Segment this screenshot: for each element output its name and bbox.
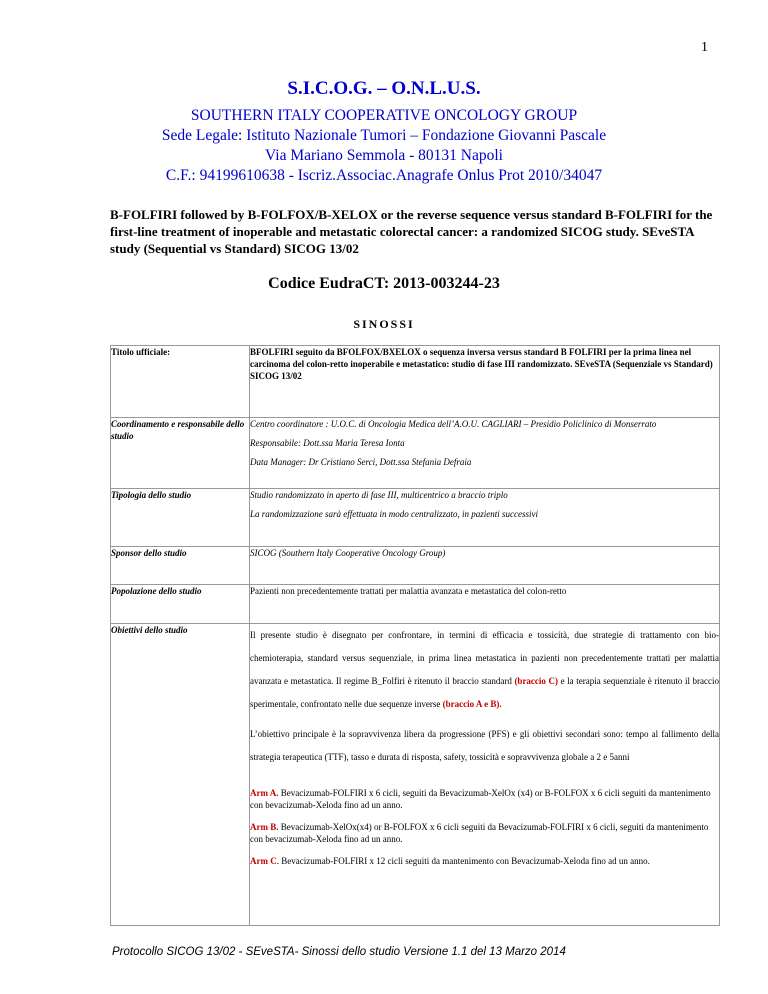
row-label-popolazione: Popolazione dello studio <box>111 585 250 624</box>
row-value-titolo: BFOLFIRI seguito da BFOLFOX/BXELOX o sequenza inversa versus standard B FOLFIRI per la prima linea nel carcinoma del colon-retto inoperabile e metastatico: studio di fase III randomizzato. SEveSTA (Sequenziale vs Standard) SICOG 13/02 <box>250 346 720 418</box>
study-type: Studio randomizzato in aperto di fase III, multicentrico a braccio triplo <box>250 490 508 500</box>
arm-label: Arm B. <box>250 822 279 832</box>
row-label-sponsor: Sponsor dello studio <box>111 547 250 585</box>
section-heading: SINOSSI <box>353 317 415 331</box>
row-value-obiettivi <box>250 624 720 926</box>
arm-c <box>250 855 719 867</box>
row-value-popolazione: Pazienti non precedentemente trattati per malattia avanzata e metastatica del colon-retto <box>250 585 720 624</box>
organization-full-name: SOUTHERN ITALY COOPERATIVE ONCOLOGY GROUP <box>190 107 578 124</box>
study-responsible: Responsabile: Dott.ssa Maria Teresa Ionta <box>250 438 405 448</box>
table-row <box>111 547 720 585</box>
page-number: 1 <box>701 40 708 55</box>
arm-b <box>250 821 719 845</box>
data-manager: Data Manager: Dr Cristiano Serci, Dott.ssa Stefania Defraia <box>250 457 472 467</box>
table-row <box>111 489 720 547</box>
study-title: B-FOLFIRI followed by B-FOLFOX/B-XELOX or the reverse sequence versus standard B-FOLFIRI for the first-line treatment of inoperable and metastatic colorectal cancer: a randomized SICOG study. SEveSTA study (Sequential vs Standard) SICOG 13/02 <box>110 207 713 256</box>
row-label-tipologia: Tipologia dello studio <box>111 489 250 547</box>
eudract-code: Codice EudraCT: 2013-003244-23 <box>268 275 500 292</box>
row-value-tipologia <box>250 489 720 547</box>
arm-ab-highlight: (braccio A e B). <box>442 699 502 709</box>
arm-description: . Bevacizumab-FOLFIRI x 12 cicli seguiti da mantenimento con Bevacizumab-Xeloda fino ad un anno. <box>276 856 650 866</box>
table-row <box>111 418 720 489</box>
table-row <box>111 346 720 418</box>
row-value-coordinamento <box>250 418 720 489</box>
arm-description: Bevacizumab-XelOx(x4) or B-FOLFOX x 6 cicli seguiti da Bevacizumab-FOLFIRI x 6 cicli, seguiti da mantenimento con bevacizumab-Xeloda fino ad un anno. <box>250 822 709 844</box>
objectives-text: Il presente studio è disegnato per confrontare, in termini di efficacia e tossicità, due strategie di trattamento con bio-chemioterapia, standard versus sequenziale, in prima linea metastatica in pazienti non precedentemente trattati per malattia avanzata e metastatica. Il regime B_Folfiri è ritenuto il braccio standard <box>250 630 719 686</box>
table-row <box>111 624 720 926</box>
objectives-paragraph <box>250 624 719 716</box>
row-value-sponsor: SICOG (Southern Italy Cooperative Oncology Group) <box>250 547 720 585</box>
arm-a <box>250 787 719 811</box>
row-label-coordinamento: Coordinamento e responsabile dello studio <box>111 418 250 489</box>
page-footer: Protocollo SICOG 13/02 - SEveSTA- Sinossi dello studio Versione 1.1 del 13 Marzo 2014 <box>112 946 566 958</box>
row-label-titolo: Titolo ufficiale: <box>111 346 250 418</box>
row-label-obiettivi: Obiettivi dello studio <box>111 624 250 926</box>
legal-seat: Sede Legale: Istituto Nazionale Tumori – Fondazione Giovanni Pascale <box>161 127 607 144</box>
organization-name: S.I.C.O.G. – O.N.L.U.S. <box>287 78 481 99</box>
arm-description: Bevacizumab-FOLFIRI x 6 cicli, seguiti da Bevacizumab-XelOx (x4) or B-FOLFOX x 6 cicli seguiti da mantenimento con bevacizumab-Xeloda fino ad un anno. <box>250 788 711 810</box>
letterhead <box>0 78 768 186</box>
arm-c-highlight: (braccio C) <box>514 676 558 686</box>
tax-code: C.F.: 94199610638 - Iscriz.Associac.Anagrafe Onlus Prot 2010/34047 <box>165 167 603 184</box>
coordinating-center: Centro coordinatore : U.O.C. di Oncologia Medica dell’A.O.U. CAGLIARI – Presidio Policlinico di Monserrato <box>250 419 657 429</box>
arm-label: Arm A. <box>250 788 279 798</box>
synopsis-table <box>110 345 720 926</box>
address: Via Mariano Semmola - 80131 Napoli <box>265 147 503 164</box>
endpoints-paragraph: L’obiettivo principale è la sopravvivenza libera da progressione (PFS) e gli obiettivi secondari sono: tempo al fallimento della strategia terapeutica (TTF), tasso e durata di risposta, safety, tossicità e sopravvivenza globale a 2 e 5anni <box>250 729 719 762</box>
randomization-note: La randomizzazione sarà effettuata in modo centralizzato, in pazienti successivi <box>250 509 538 519</box>
arm-label: Arm C <box>250 856 277 866</box>
table-row <box>111 585 720 624</box>
objectives-text-continued: e la terapia sequenziale è ritenuto il braccio sperimentale, confrontato nelle due sequenze inverse <box>250 676 719 709</box>
